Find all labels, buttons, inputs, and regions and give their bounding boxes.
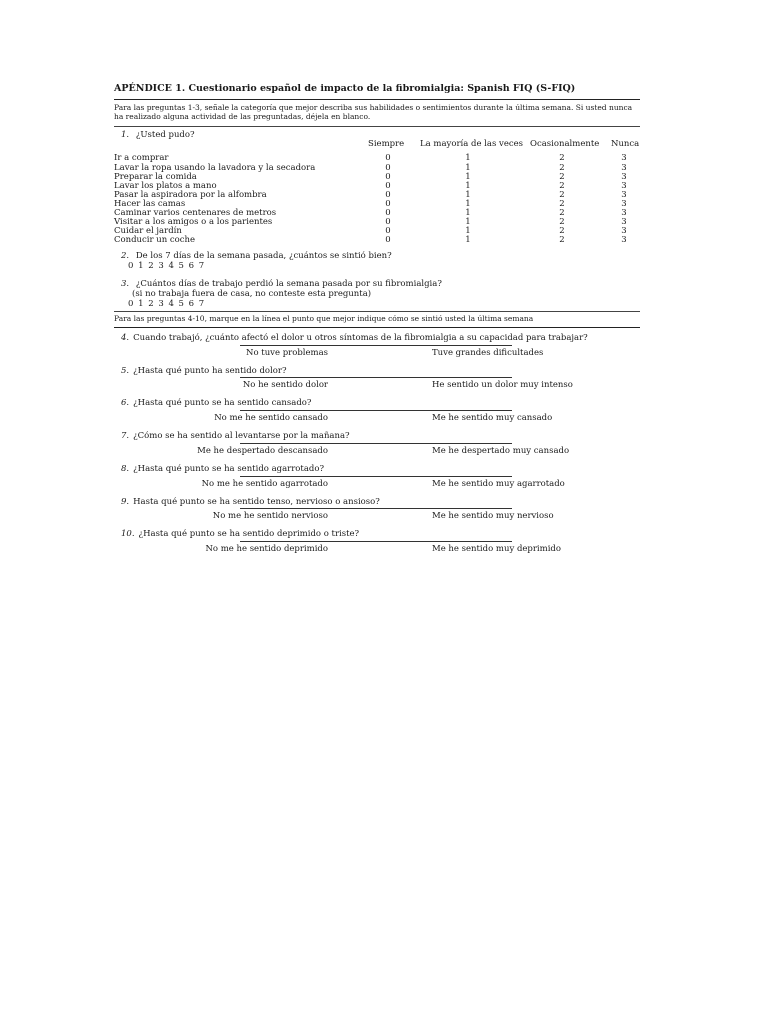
vas-line[interactable]: [240, 541, 512, 542]
question-number: 6.: [121, 398, 130, 409]
vas-right-anchor: Me he sentido muy deprimido: [432, 544, 561, 555]
activity-label: Preparar la comida: [114, 171, 197, 182]
rating-option[interactable]: 0: [385, 189, 391, 200]
question-number: 4.: [121, 332, 130, 343]
rating-option[interactable]: 0: [385, 217, 391, 228]
questionnaire-document: [114, 84, 640, 557]
activity-label: Cuidar el jardín: [114, 226, 182, 237]
vas-questions: [114, 334, 640, 557]
rating-option[interactable]: 1: [465, 171, 471, 182]
column-header-mayoria: La mayoría de las veces: [420, 139, 524, 150]
question-text: ¿Hasta qué punto se ha sentido agarrotado?: [133, 463, 325, 474]
vas-right-anchor: Tuve grandes dificultades: [432, 347, 544, 358]
rating-option[interactable]: 2: [559, 217, 565, 228]
title-divider: [114, 99, 640, 100]
rating-option[interactable]: 1: [465, 217, 471, 228]
day-scale: 0 1 2 3 4 5 6 7: [128, 261, 206, 272]
question-text: Hasta qué punto se ha sentido tenso, nervioso o ansioso?: [133, 496, 380, 507]
question-text: ¿Hasta qué punto ha sentido dolor?: [133, 365, 287, 376]
question-number: 5.: [121, 365, 130, 376]
rating-option[interactable]: 3: [621, 208, 627, 219]
vas-left-anchor: No me he sentido nervioso: [212, 511, 328, 522]
vas-question: [114, 399, 640, 409]
vas-left-anchor: No he sentido dolor: [242, 380, 328, 391]
column-header-siempre: Siempre: [368, 139, 405, 150]
rating-option[interactable]: 0: [385, 162, 391, 173]
rating-option[interactable]: 1: [465, 208, 471, 219]
rating-option[interactable]: 1: [465, 153, 471, 164]
rating-option[interactable]: 3: [621, 198, 627, 209]
rating-option[interactable]: 0: [385, 226, 391, 237]
question-number: 10.: [121, 529, 135, 540]
vas-question: [114, 367, 640, 377]
vas-question: [114, 498, 640, 508]
vas-left-anchor: No tuve problemas: [246, 347, 328, 358]
column-header-nunca: Nunca: [611, 139, 640, 150]
question-text: ¿Hasta qué punto se ha sentido cansado?: [133, 398, 312, 409]
rating-option[interactable]: 0: [385, 180, 391, 191]
rating-option[interactable]: 0: [385, 198, 391, 209]
question-text: Cuando trabajó, ¿cuánto afectó el dolor u otros síntomas de la fibromialgia a su capacidad para trabajar?: [133, 332, 588, 343]
rating-option[interactable]: 1: [465, 180, 471, 191]
rating-option[interactable]: 3: [621, 189, 627, 200]
visual-analog-scale: [114, 476, 640, 492]
activity-label: Hacer las camas: [114, 198, 186, 209]
section-divider: [114, 311, 640, 312]
rating-option[interactable]: 1: [465, 235, 471, 246]
vas-line[interactable]: [240, 377, 512, 378]
vas-line[interactable]: [240, 345, 512, 346]
vas-right-anchor: Me he sentido muy nervioso: [432, 511, 554, 522]
activity-label: Lavar los platos a mano: [114, 180, 217, 191]
day-scale: 0 1 2 3 4 5 6 7: [128, 298, 206, 309]
vas-right-anchor: He sentido un dolor muy intenso: [432, 380, 573, 391]
intro-divider: [114, 126, 640, 127]
vas-line[interactable]: [240, 508, 512, 509]
vas-question: [114, 432, 640, 442]
question-3-subtext: (si no trabaja fuera de casa, no conteste esta pregunta): [132, 288, 372, 299]
question-text: ¿Cómo se ha sentido al levantarse por la mañana?: [133, 431, 350, 442]
vas-line[interactable]: [240, 410, 512, 411]
question-1-table: [114, 140, 640, 248]
visual-analog-scale: [114, 345, 640, 361]
rating-option[interactable]: 3: [621, 153, 627, 164]
rating-option[interactable]: 1: [465, 189, 471, 200]
vas-left-anchor: Me he despertado descansado: [197, 445, 328, 456]
rating-option[interactable]: 0: [385, 208, 391, 219]
vas-line[interactable]: [240, 476, 512, 477]
vas-right-anchor: Me he sentido muy cansado: [432, 413, 553, 424]
question-number: 8.: [121, 463, 130, 474]
rating-option[interactable]: 3: [621, 226, 627, 237]
rating-option[interactable]: 1: [465, 162, 471, 173]
intro-instructions: Para las preguntas 1-3, señale la categoría que mejor describa sus habilidades o sentimientos durante la última semana. Si usted nunca ha realizado alguna actividad de las preguntadas, déjela en blanco.: [114, 102, 633, 122]
rating-option[interactable]: 2: [559, 198, 565, 209]
question-text: ¿Usted pudo?: [135, 129, 195, 140]
rating-option[interactable]: 2: [559, 180, 565, 191]
rating-option[interactable]: 2: [559, 189, 565, 200]
visual-analog-scale: [114, 443, 640, 459]
visual-analog-scale: [114, 541, 640, 557]
rating-option[interactable]: 3: [621, 162, 627, 173]
vas-left-anchor: No me he sentido agarrotado: [201, 478, 328, 489]
note-divider: [114, 327, 640, 328]
vas-line[interactable]: [240, 443, 512, 444]
rating-option[interactable]: 3: [621, 171, 627, 182]
document-title: APÉNDICE 1. Cuestionario español de impacto de la fibromialgia: Spanish FIQ (S-FIQ): [114, 83, 576, 94]
rating-option[interactable]: 2: [559, 153, 565, 164]
vas-left-anchor: No me he sentido cansado: [214, 413, 328, 424]
vas-right-anchor: Me he despertado muy cansado: [432, 445, 570, 456]
visual-analog-scale: [114, 508, 640, 524]
question-number: 2.: [121, 251, 130, 262]
rating-option[interactable]: 2: [559, 226, 565, 237]
rating-option[interactable]: 2: [559, 171, 565, 182]
rating-option[interactable]: 1: [465, 198, 471, 209]
visual-analog-scale: [114, 377, 640, 393]
vas-right-anchor: Me he sentido muy agarrotado: [432, 478, 565, 489]
activity-label: Caminar varios centenares de metros: [114, 208, 277, 219]
rating-option[interactable]: 0: [385, 153, 391, 164]
visual-analog-scale: [114, 410, 640, 426]
activity-label: Pasar la aspiradora por la alfombra: [114, 189, 267, 200]
vas-instructions: Para las preguntas 4-10, marque en la línea el punto que mejor indique cómo se sintió usted la última semana: [114, 314, 534, 324]
rating-option[interactable]: 2: [559, 208, 565, 219]
question-number: 3.: [121, 278, 130, 289]
question-text: ¿Hasta qué punto se ha sentido deprimido o triste?: [138, 529, 360, 540]
column-header-ocasionalmente: Ocasionalmente: [530, 139, 600, 150]
activity-label: Ir a comprar: [114, 153, 169, 164]
question-number: 1.: [121, 129, 130, 140]
question-number: 7.: [121, 431, 130, 442]
rating-option[interactable]: 0: [385, 235, 391, 246]
rating-option[interactable]: 3: [621, 217, 627, 228]
question-text: ¿Cuántos días de trabajo perdió la semana pasada por su fibromialgia?: [135, 278, 442, 289]
rating-option[interactable]: 2: [559, 162, 565, 173]
rating-option[interactable]: 1: [465, 226, 471, 237]
activity-label: Lavar la ropa usando la lavadora y la secadora: [114, 162, 316, 173]
vas-question: [114, 465, 640, 475]
rating-option[interactable]: 3: [621, 235, 627, 246]
activity-label: Visitar a los amigos o a los parientes: [114, 217, 273, 228]
question-text: De los 7 días de la semana pasada, ¿cuántos se sintió bien?: [135, 251, 392, 262]
vas-question: [114, 530, 640, 540]
rating-option[interactable]: 0: [385, 171, 391, 182]
vas-left-anchor: No me he sentido deprimido: [205, 544, 328, 555]
activity-label: Conducir un coche: [114, 235, 196, 246]
question-number: 9.: [121, 496, 130, 507]
rating-option[interactable]: 3: [621, 180, 627, 191]
vas-question: [114, 334, 640, 344]
rating-option[interactable]: 2: [559, 235, 565, 246]
